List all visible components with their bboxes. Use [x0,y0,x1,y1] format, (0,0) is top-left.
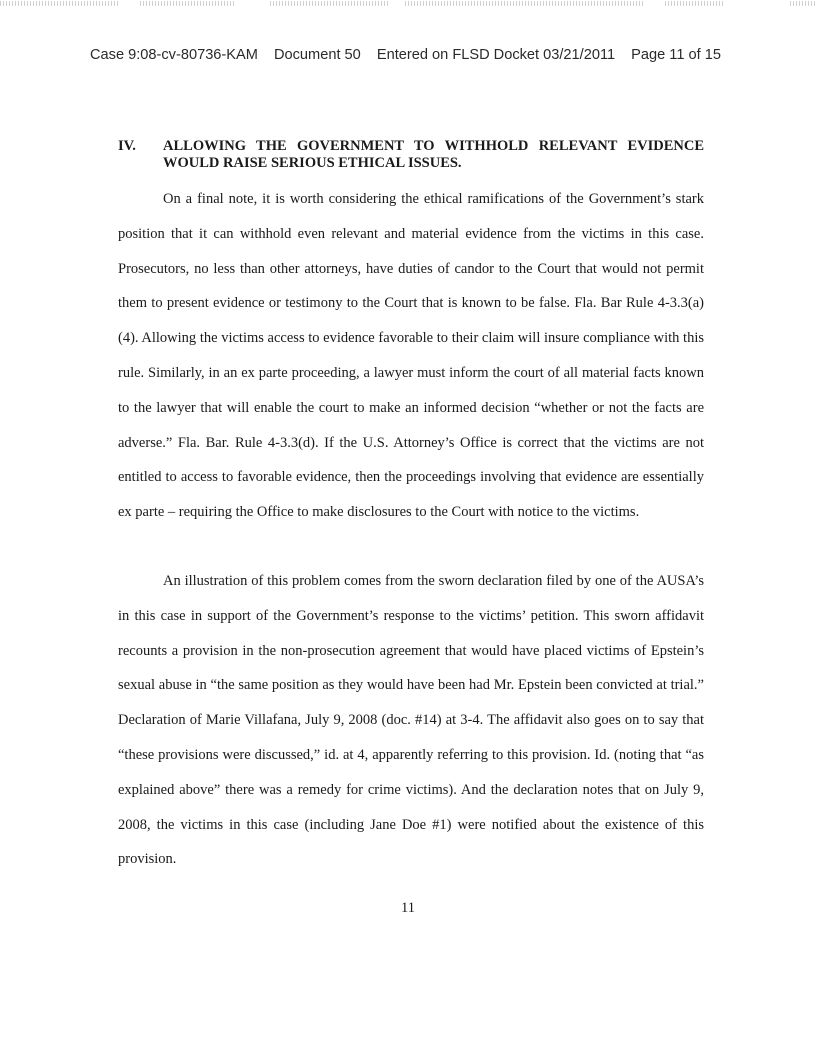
document-number: Document 50 [273,47,361,63]
case-number: Case 9:08-cv-80736-KAM [90,47,258,63]
section-title: ALLOWING THE GOVERNMENT TO WITHHOLD RELEVANT EVIDENCE WOULD RAISE SERIOUS ETHICAL ISSUES. [163,138,704,171]
paragraph-illustration: An illustration of this problem comes from the sworn declaration filed by one of the AUSA’s in this case in support of the Government’s response to the victims’ petition. This sworn affidavit recounts a provision in the non-prosecution agreement that would have placed victims of Epstein’s sexual abuse in “the same position as they would have been had Mr. Epstein been convicted at trial.” Declaration of Marie Villafana, July 9, 2008 (doc. #14) at 3-4. The affidavit also goes on to say that “these provisions were discussed,” id. at 4, apparently referring to this provision. Id. (noting that “as explained above” there was a remedy for crime victims). And the declaration notes that on July 9, 2008, the victims in this case (including Jane Doe #1) were notified about the existence of this provision. [118,573,704,868]
page-number: 11 [401,900,415,916]
docket-header [90,47,750,63]
paragraph-ethical-ramifications: On a final note, it is worth considering the ethical ramifications of the Government’s stark position that it can withhold even relevant and material evidence from the victims in this case. Prosecutors, no less than other attorneys, have duties of candor to the Court that would not permit them to present evidence or testimony to the Court that is known to be false. Fla. Bar Rule 4-3.3(a)(4). Allowing the victims access to evidence favorable to their claim will insure compliance with this rule. Similarly, in an ex parte proceeding, a lawyer must inform the court of all material facts known to the lawyer that will enable the court to make an informed decision “whether or not the facts are adverse.” Fla. Bar. Rule 4-3.3(d). If the U.S. Attorney’s Office is correct that the victims are not entitled to access to favorable evidence, then the proceedings involving that evidence are essentially ex parte – requiring the Office to make disclosures to the Court with notice to the victims. [118,191,704,521]
page-indicator: Page 11 of 15 [631,47,721,63]
docket-entry: Entered on FLSD Docket 03/21/2011 [376,47,616,63]
scan-artifact-strip [0,0,816,10]
section-number: IV. [118,138,136,154]
section-heading [118,138,704,172]
